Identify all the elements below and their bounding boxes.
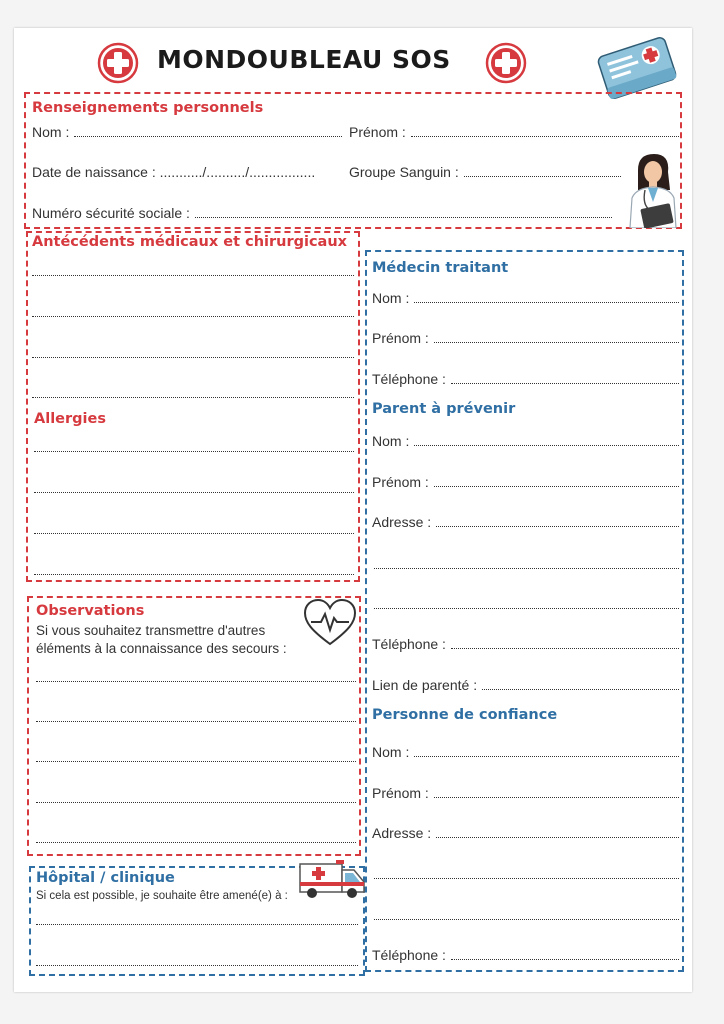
blood-group-field[interactable] [349, 164, 621, 180]
history-line[interactable] [32, 357, 354, 358]
hospital-heading: Hôpital / clinique [36, 870, 175, 886]
doctor-firstname-field[interactable] [372, 330, 679, 346]
parent-name-field[interactable] [372, 433, 679, 449]
ssn-field[interactable] [32, 205, 612, 221]
birthdate-field[interactable] [32, 164, 332, 180]
blood-group-label: Groupe Sanguin : [349, 164, 459, 180]
observations-text-1: Si vous souhaitez transmettre d'autres [36, 623, 266, 638]
allergies-heading: Allergies [34, 411, 106, 427]
allergies-line[interactable] [34, 533, 354, 534]
trusted-firstname-label: Prénom : [372, 785, 429, 801]
parent-relation-field[interactable] [372, 677, 679, 693]
parent-address-field[interactable] [372, 514, 679, 530]
observations-line[interactable] [36, 802, 356, 803]
hospital-text: Si cela est possible, je souhaite être amené(e) à : [36, 890, 288, 902]
parent-heading: Parent à prévenir [372, 401, 516, 417]
parent-phone-label: Téléphone : [372, 636, 446, 652]
parent-phone-field[interactable] [372, 636, 679, 652]
parent-name-label: Nom : [372, 433, 410, 449]
medical-history-section [26, 231, 360, 582]
birthdate-label: Date de naissance : .........../........../................. [32, 164, 316, 180]
trusted-phone-label: Téléphone : [372, 947, 446, 963]
trusted-phone-field[interactable] [372, 947, 679, 963]
trusted-address-line[interactable] [374, 919, 679, 920]
trusted-address-line[interactable] [374, 878, 679, 879]
hospital-line[interactable] [36, 924, 358, 925]
firstname-field[interactable] [349, 124, 679, 140]
name-field[interactable] [32, 124, 342, 140]
firstname-label: Prénom : [349, 124, 406, 140]
observations-line[interactable] [36, 761, 356, 762]
trusted-person-heading: Personne de confiance [372, 707, 558, 723]
personal-info-heading: Renseignements personnels [32, 100, 264, 116]
observations-line[interactable] [36, 842, 356, 843]
hospital-line[interactable] [36, 965, 358, 966]
observations-text-2: éléments à la connaissance des secours : [36, 641, 287, 656]
parent-address-line[interactable] [374, 568, 679, 569]
parent-firstname-label: Prénom : [372, 474, 429, 490]
parent-address-line[interactable] [374, 608, 679, 609]
observations-line[interactable] [36, 721, 356, 722]
doctor-phone-field[interactable] [372, 371, 679, 387]
page-title: MONDOUBLEAU SOS [157, 45, 451, 74]
doctor-heading: Médecin traitant [372, 260, 509, 276]
doctor-name-label: Nom : [372, 290, 410, 306]
trusted-address-field[interactable] [372, 825, 679, 841]
contacts-section [365, 250, 684, 972]
doctor-firstname-label: Prénom : [372, 330, 429, 346]
observations-heading: Observations [36, 603, 145, 619]
doctor-illustration [624, 150, 680, 228]
allergies-line[interactable] [34, 574, 354, 575]
observations-line[interactable] [36, 681, 356, 682]
allergies-line[interactable] [34, 492, 354, 493]
ambulance-icon [298, 858, 366, 900]
trusted-address-label: Adresse : [372, 825, 432, 841]
trusted-name-field[interactable] [372, 744, 679, 760]
trusted-name-label: Nom : [372, 744, 410, 760]
medical-history-heading: Antécédents médicaux et chirurgicaux [32, 234, 348, 250]
red-cross-icon [97, 42, 139, 84]
history-line[interactable] [32, 397, 354, 398]
history-line[interactable] [32, 316, 354, 317]
name-label: Nom : [32, 124, 70, 140]
doctor-name-field[interactable] [372, 290, 679, 306]
parent-address-label: Adresse : [372, 514, 432, 530]
parent-relation-label: Lien de parenté : [372, 677, 478, 693]
history-line[interactable] [32, 275, 354, 276]
heart-pulse-icon [303, 598, 357, 648]
ssn-label: Numéro sécurité sociale : [32, 205, 190, 221]
parent-firstname-field[interactable] [372, 474, 679, 490]
allergies-line[interactable] [34, 451, 354, 452]
trusted-firstname-field[interactable] [372, 785, 679, 801]
doctor-phone-label: Téléphone : [372, 371, 446, 387]
red-cross-icon [485, 42, 527, 84]
